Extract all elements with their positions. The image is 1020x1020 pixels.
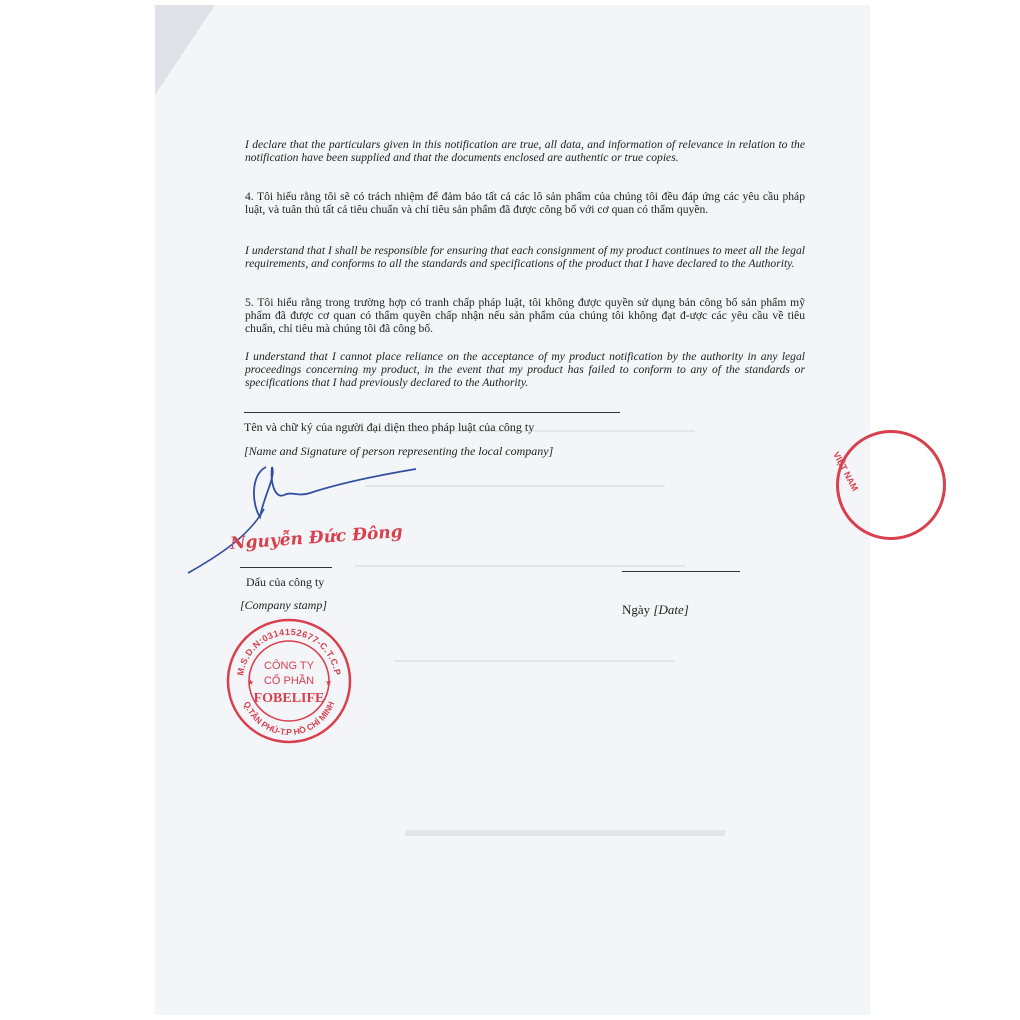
stamp-label-en: [Company stamp] bbox=[240, 598, 328, 612]
paragraph-4-vietnamese: 4. Tôi hiểu rằng tôi sẽ có trách nhiệm để đảm bảo tất cả các lô sản phẩm của chúng tôi đều đáp ứng các yêu cầu pháp luật, và tuân thủ tất cả tiêu chuẩn và chỉ tiêu sản phẩm đã được công bố với cơ quan có thẩm quyền. bbox=[245, 190, 805, 217]
edge-seal-partial bbox=[831, 430, 870, 540]
signer-name: Nguyễn Đức Đông bbox=[229, 522, 404, 554]
stamp-rule bbox=[240, 567, 332, 568]
signature-label-vi: Tên và chữ ký của người đại diện theo pháp luật của công ty bbox=[244, 420, 535, 434]
signature-rule bbox=[244, 412, 620, 413]
stamp-label-vi: Dấu của công ty bbox=[246, 575, 325, 589]
date-rule bbox=[622, 571, 740, 572]
seal-line-3: FOBELIFE bbox=[253, 691, 325, 706]
seal-line-2: CỔ PHẦN bbox=[263, 675, 315, 687]
seal-line-1: CÔNG TY bbox=[264, 660, 314, 672]
page-fold bbox=[155, 5, 215, 95]
paragraph-5-vietnamese: 5. Tôi hiểu rằng trong trường hợp có tranh chấp pháp luật, tôi không được quyền sử dụng bản công bố sản phẩm mỹ phẩm đã được cơ quan có thẩm quyền chấp nhận nếu sản phẩm của chúng tôi không đạt đ-ược các yêu cầu về tiêu chuẩn, chỉ tiêu mà chúng tôi đã công bố. bbox=[245, 296, 805, 336]
seal-ring-bottom-text: Q.TÂN PHÚ-T.P HỒ CHÍ MINH bbox=[241, 699, 337, 738]
paragraph-3-english: I declare that the particulars given in this notification are true, all data, and information of relevance in relation to the notification have been supplied and that the documents enclosed are authentic or true copies. bbox=[245, 138, 805, 165]
date-label bbox=[622, 602, 689, 618]
paragraph-5-english: I understand that I cannot place reliance on the acceptance of my product notification by the authority in any legal proceedings concerning my product, in the event that my product has failed to conform to any of the standards or specifications that I had previously declared to the Authority. bbox=[245, 350, 805, 390]
company-seal bbox=[225, 617, 353, 745]
handwritten-signature bbox=[180, 455, 440, 585]
seal-star-icon: ★ bbox=[247, 678, 255, 687]
date-label-vi: Ngày bbox=[622, 602, 651, 617]
edge-seal-text: VIỆT NAM bbox=[831, 450, 861, 493]
paragraph-4-english: I understand that I shall be responsible for ensuring that each consignment of my product continues to meet all the legal requirements, and conforms to all the standards and specifications of the product that I have declared to the Authority. bbox=[245, 244, 805, 271]
seal-ring-top-text: M.S.D.N:0314152677-C.T.C.P bbox=[235, 626, 343, 677]
seal-star-icon: ★ bbox=[325, 678, 333, 687]
signature-label-en: [Name and Signature of person representing the local company] bbox=[244, 444, 554, 458]
date-label-en: [Date] bbox=[653, 602, 689, 617]
